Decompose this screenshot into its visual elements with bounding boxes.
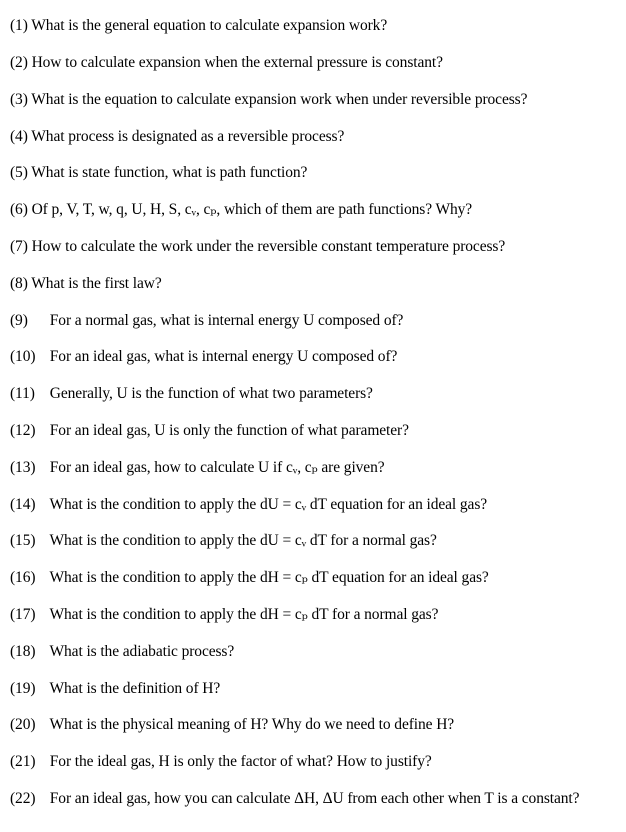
question-text: What process is designated as a reversible process? [31,128,345,145]
question-number: (6) [10,201,28,218]
question-number: (19) [10,680,36,697]
question-number: (16) [10,569,36,586]
question-number: (13) [10,459,36,476]
question-4 [10,127,344,147]
question-2 [10,53,443,73]
question-number: (8) [10,275,28,292]
question-text: What is the first law? [31,275,162,292]
question-number: (21) [10,753,36,770]
question-text: What is the condition to apply the dH = cₚ dT equation for an ideal gas? [49,569,489,586]
question-number: (1) [10,17,28,34]
question-text: For a normal gas, what is internal energy U composed of? [49,312,404,329]
question-text: How to calculate the work under the reversible constant temperature process? [31,238,506,255]
question-text: For an ideal gas, how to calculate U if cᵥ, cₚ are given? [49,459,385,476]
question-text: For an ideal gas, how you can calculate ΔH, ΔU from each other when T is a constant? [49,790,580,807]
question-number: (17) [10,606,36,623]
question-8 [10,274,162,294]
question-text: What is the adiabatic process? [49,643,235,660]
question-19 [10,679,220,699]
question-5 [10,163,307,183]
question-number: (18) [10,643,36,660]
question-13 [10,458,385,478]
question-11 [10,384,373,404]
question-number: (9) [10,312,28,329]
question-text: For the ideal gas, H is only the factor of what? How to justify? [49,753,432,770]
question-number: (20) [10,716,36,733]
question-text: What is the condition to apply the dU = cᵥ dT for a normal gas? [49,532,437,549]
question-number: (12) [10,422,36,439]
question-number: (7) [10,238,28,255]
question-18 [10,642,234,662]
question-number: (4) [10,128,28,145]
question-3 [10,90,527,110]
question-7 [10,237,505,257]
question-text: What is the condition to apply the dU = cᵥ dT equation for an ideal gas? [49,496,488,513]
question-number: (14) [10,496,36,513]
question-number: (15) [10,532,36,549]
question-15 [10,531,437,551]
question-number: (5) [10,164,28,181]
question-text: How to calculate expansion when the external pressure is constant? [31,54,443,71]
question-6 [10,200,472,220]
question-number: (3) [10,91,28,108]
question-text: What is state function, what is path function? [31,164,308,181]
question-number: (11) [10,385,35,402]
question-text: For an ideal gas, what is internal energy U composed of? [49,348,398,365]
question-text: Generally, U is the function of what two parameters? [49,385,373,402]
question-10 [10,347,397,367]
question-17 [10,605,438,625]
question-12 [10,421,409,441]
question-9 [10,311,403,331]
question-21 [10,752,432,772]
question-text: What is the physical meaning of H? Why do we need to define H? [49,716,455,733]
question-text: What is the condition to apply the dH = cₚ dT for a normal gas? [49,606,439,623]
question-text: For an ideal gas, U is only the function of what parameter? [49,422,409,439]
question-number: (10) [10,348,36,365]
question-text: What is the equation to calculate expansion work when under reversible process? [31,91,528,108]
question-number: (22) [10,790,36,807]
question-text: Of p, V, T, w, q, U, H, S, cᵥ, cₚ, which of them are path functions? Why? [31,201,473,218]
question-20 [10,715,454,735]
question-text: What is the definition of H? [49,680,221,697]
question-14 [10,495,487,515]
question-16 [10,568,489,588]
question-text: What is the general equation to calculate expansion work? [31,17,388,34]
question-number: (2) [10,54,28,71]
question-1 [10,16,387,36]
question-22 [10,789,579,809]
